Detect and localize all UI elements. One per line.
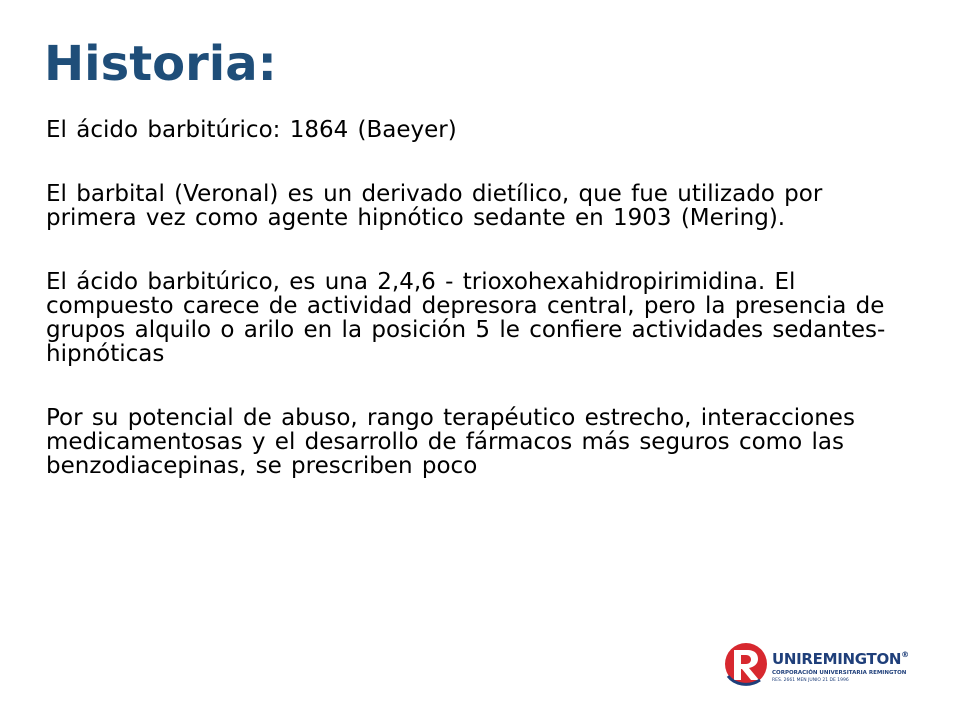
trademark-symbol: ® — [901, 650, 909, 659]
slide-title: Historia: — [44, 36, 277, 92]
logo-subtitle: CORPORACIÓN UNIVERSITARIA REMINGTON — [772, 670, 907, 676]
paragraph-2: El barbital (Veronal) es un derivado dietílico, que fue utilizado por primera vez como agente hipnótico sedante en 1903 (Mering). — [46, 181, 823, 231]
uniremington-emblem-icon — [724, 640, 768, 688]
paragraph-4: Por su potencial de abuso, rango terapéutico estrecho, interacciones medicamentosas y el desarrollo de fármacos más seguros como las benzodiacepinas, se prescriben poco — [46, 405, 855, 479]
slide-body — [46, 118, 896, 518]
logo-name: UNIREMINGTON® — [772, 650, 909, 668]
uniremington-logo — [724, 640, 924, 692]
paragraph-3: El ácido barbitúrico, es una 2,4,6 - trioxohexahidropirimidina. El compuesto carece de actividad depresora central, pero la presencia de grupos alquilo o arilo en la posición 5 le confiere actividades sedantes-hipnóticas — [46, 269, 886, 367]
logo-resolution: RES. 2661 MEN JUNIO 21 DE 1996 — [772, 678, 849, 683]
paragraph-1: El ácido barbitúrico: 1864 (Baeyer) — [46, 117, 457, 143]
